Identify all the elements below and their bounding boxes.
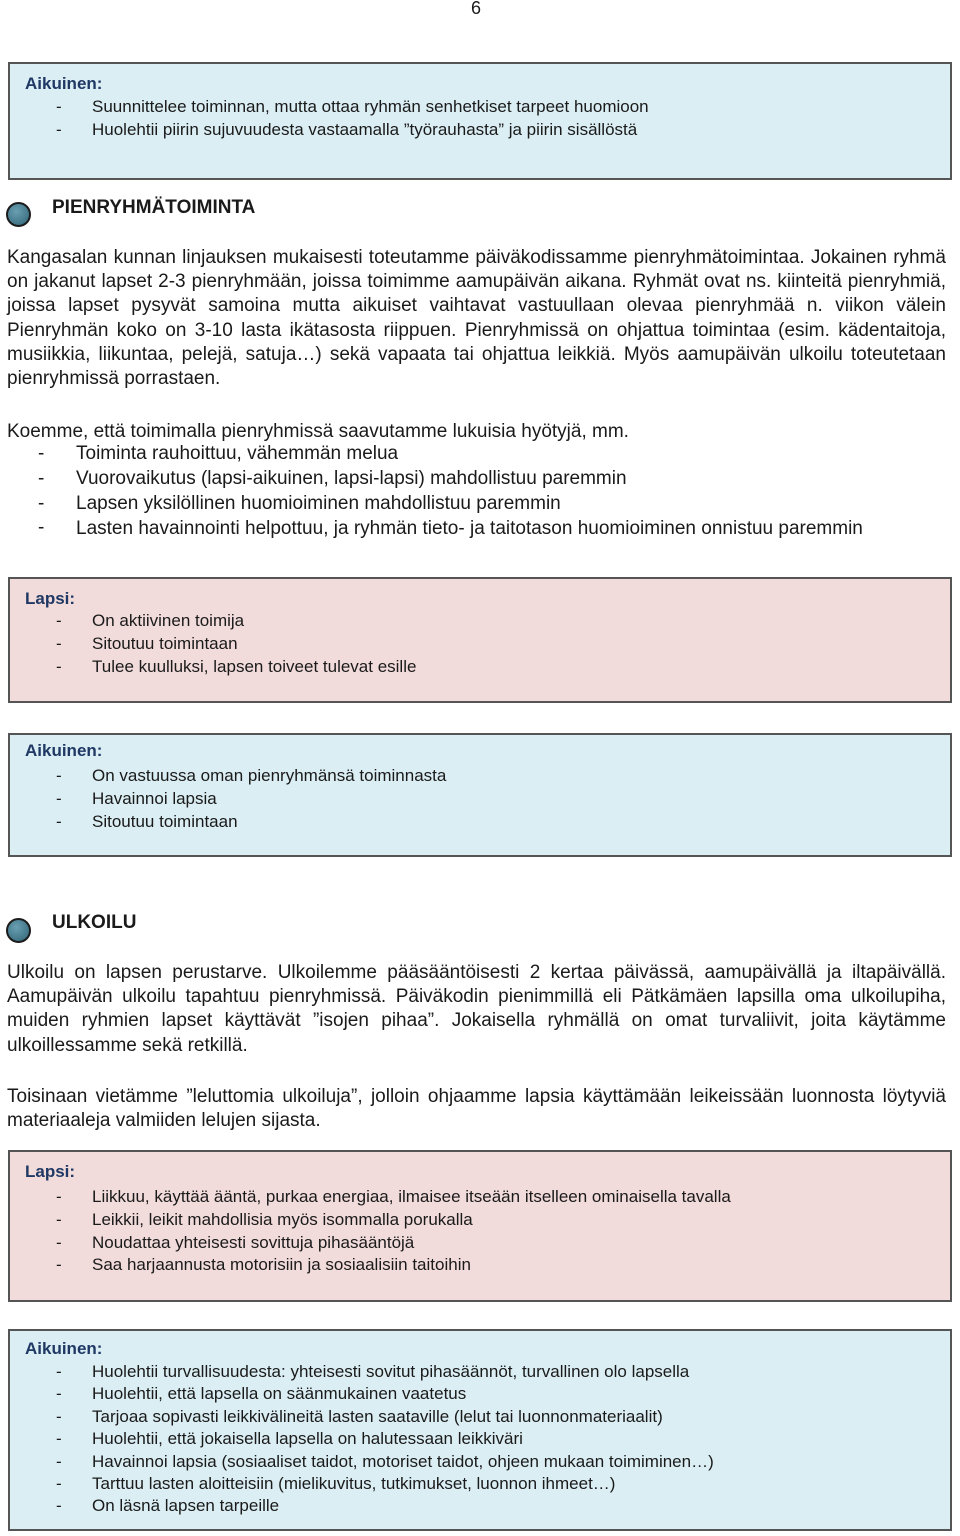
adult-box-pienryhma: Aikuinen: - On vastuussa oman pienryhmänsä toiminnasta - Havainnoi lapsia - Sitoutuu toimintaan	[8, 733, 952, 857]
list-item: - Toiminta rauhoittuu, vähemmän melua	[38, 443, 399, 464]
box-title: Aikuinen:	[25, 1339, 103, 1358]
paragraph-pienryhma: Kangasalan kunnan linjauksen mukaisesti toteutamme päiväkodissamme pienryhmätoimintaa. Jokainen ryhmä on jakanut lapset 2-3 pienryhmään, joissa toimimme aamupäivän aikana. Ryhmät ovat ns. kiinteitä pienryhmiä, joissa lapset pysyvät samoina mutta aikuiset vaihtavat vastuullaan olevaa pienryhmää n. viikon välein Pienryhmän koko on 3-10 lasta ikätasosta riippuen. Pienryhmissä on ohjattua toimintaa (esim. kädentaitoja, musiikkia, liikuntaa, pelejä, satuja…) sekä vapaata tai ohjattua leikkiä. Myös aamupäivän ulkoilu toteutetaan pienryhmissä porrastaen.	[7, 247, 946, 390]
list-item: - Vuorovaikutus (lapsi-aikuinen, lapsi-lapsi) mahdollistuu paremmin	[38, 468, 627, 489]
page-number: 6	[470, 0, 481, 18]
adult-box-ulkoilu: Aikuinen: - Huolehtii turvallisuudesta: yhteisesti sovitut pihasäännöt, turvallinen olo lapsella - Huolehtii, että lapsella on säänmukainen vaatetus - Tarjoaa sopivasti leikkivälineitä lasten saataville (lelut tai luonnonmateriaalit) - Huolehtii, että jokaisella lapsella on halutessaan leikkiväri - Havainnoi lapsia (sosiaaliset taidot, motoriset taidot, ohjeen mukaan toimiminen…) - Tarttuu lasten aloitteisiin (mielikuvitus, tutkimukset, luonnon ihmeet…) - On läsnä lapsen tarpeille	[8, 1329, 952, 1531]
box-title: Aikuinen:	[25, 74, 103, 93]
list-item: - Lapsen yksilöllinen huomioiminen mahdollistuu paremmin	[38, 493, 561, 514]
paragraph-ulkoilu-1: Ulkoilu on lapsen perustarve. Ulkoilemme pääsääntöisesti 2 kertaa päivässä, aamupäivällä ja iltapäivällä. Aamupäivän ulkoilu tapahtuu pienryhmissä. Päiväkodin pienimmillä eli Pätkämäen lapsilla oma ulkoilupiha, muiden ryhmien lapset käyttävät ”isojen pihaa”. Jokaisella ryhmällä on omat turvaliivit, joita käytämme ulkoillessamme sekä retkillä.	[7, 962, 946, 1056]
child-box-pienryhma: Lapsi: - On aktiivinen toimija - Sitoutuu toimintaan - Tulee kuulluksi, lapsen toiveet tulevat esille	[8, 577, 952, 703]
paragraph-ulkoilu-2: Toisinaan vietämme ”leluttomia ulkoiluja”, jolloin ohjaamme lapsia käyttämään leikeissään luonnosta löytyviä materiaaleja valmiiden lelujen sijasta.	[7, 1086, 946, 1132]
box-title: Aikuinen:	[25, 741, 103, 760]
section-bullet-icon	[6, 918, 31, 943]
section-bullet-icon	[6, 202, 31, 227]
section-heading-ulkoilu: ULKOILU	[52, 912, 137, 933]
box-title: Lapsi:	[25, 1162, 76, 1181]
box-title: Lapsi:	[25, 589, 76, 608]
benefits-intro: Koemme, että toimimalla pienryhmissä saavutamme lukuisia hyötyjä, mm.	[7, 421, 629, 442]
section-heading-pienryhma: PIENRYHMÄTOIMINTA	[52, 197, 256, 218]
child-box-ulkoilu: Lapsi: - Liikkuu, käyttää ääntä, purkaa energiaa, ilmaisee itseään itselleen ominaisella tavalla - Leikkii, leikit mahdollisia myös isommalla porukalla - Noudattaa yhteisesti sovittuja pihasääntöjä - Saa harjaannusta motorisiin ja sosiaalisiin taitoihin	[8, 1150, 952, 1302]
adult-box-piiri: Aikuinen: - Suunnittelee toiminnan, mutta ottaa ryhmän senhetkiset tarpeet huomioon - Huolehtii piirin sujuvuudesta vastaamalla ”työrauhasta” ja piirin sisällöstä	[8, 62, 952, 180]
